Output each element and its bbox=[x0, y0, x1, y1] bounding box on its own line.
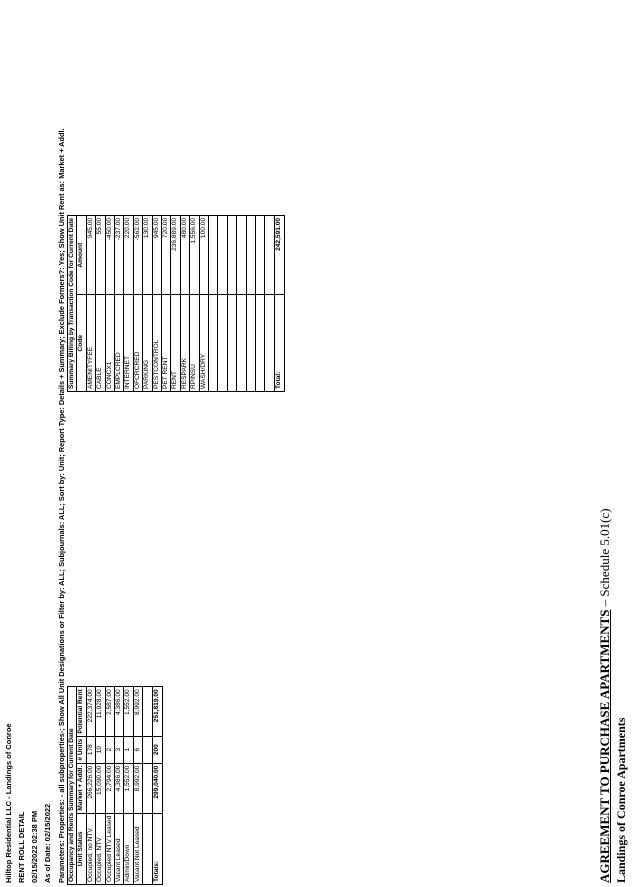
amount: 55.00 bbox=[96, 215, 105, 295]
table-row bbox=[115, 687, 124, 885]
transaction-code: WASH/DRY bbox=[199, 295, 208, 392]
unit-count: 2 bbox=[105, 736, 114, 763]
blank-row bbox=[143, 687, 152, 885]
table-row bbox=[180, 215, 189, 391]
transaction-code: AMENITYFEE bbox=[86, 295, 95, 392]
potential-rent: 11,928.00 bbox=[96, 687, 105, 736]
table-row bbox=[190, 215, 199, 391]
unit-status: Occupied, NTV bbox=[96, 813, 105, 884]
table-row bbox=[105, 215, 114, 391]
totals-potential-rent: 251,819.00 bbox=[152, 687, 162, 736]
table-row bbox=[96, 687, 105, 885]
market-addl: 8,992.00 bbox=[133, 763, 142, 813]
table-row bbox=[105, 687, 114, 885]
amount: 130.00 bbox=[143, 215, 152, 295]
totals-row bbox=[152, 687, 162, 885]
market-addl: 2,794.00 bbox=[105, 763, 114, 813]
billing-summary-table bbox=[67, 215, 285, 392]
amount: -562.00 bbox=[133, 215, 142, 295]
total-row bbox=[274, 215, 284, 391]
amount: 1,556.00 bbox=[190, 215, 199, 295]
transaction-code: OFCRCRED bbox=[133, 295, 142, 392]
potential-rent: 2,587.00 bbox=[105, 687, 114, 736]
transaction-code: EMPLCRED bbox=[115, 295, 124, 392]
transaction-code: CONCX1 bbox=[105, 295, 114, 392]
blank-row bbox=[209, 215, 218, 391]
occupancy-summary-table bbox=[67, 686, 163, 885]
unit-count: 6 bbox=[133, 736, 142, 763]
table-row bbox=[171, 215, 180, 391]
amount: 220.00 bbox=[124, 215, 133, 295]
table-row bbox=[86, 215, 95, 391]
blank-row bbox=[265, 215, 274, 391]
blank-row bbox=[246, 215, 255, 391]
unit-count: 1 bbox=[124, 736, 133, 763]
unit-status: Occupied, no NTV bbox=[86, 813, 95, 884]
report-timestamp: 02/15/2022 02:38 PM bbox=[30, 810, 39, 883]
potential-rent: 222,374.00 bbox=[86, 687, 95, 736]
property-name: Landings of Conroe Apartments bbox=[614, 717, 628, 883]
unit-status: Occupied NTV Leased bbox=[105, 813, 114, 884]
table-row bbox=[86, 687, 95, 885]
transaction-code: RPINSU bbox=[190, 295, 199, 392]
amount: 720.00 bbox=[162, 215, 171, 295]
potential-rent: 8,992.00 bbox=[133, 687, 142, 736]
unit-status: Vacant Not Leased bbox=[133, 813, 142, 884]
column-header: Amount bbox=[77, 215, 86, 295]
company-name: Hilltop Residential LLC - Landings of Conroe bbox=[4, 723, 13, 883]
table-row bbox=[124, 687, 133, 885]
report-name: RENT ROLL DETAIL bbox=[17, 811, 26, 883]
totals-units: 200 bbox=[152, 736, 162, 763]
total-label: Total: bbox=[274, 295, 284, 392]
table-row bbox=[124, 215, 133, 391]
table-row bbox=[152, 215, 161, 391]
agreement-name: AGREEMENT TO PURCHASE APARTMENTS bbox=[597, 609, 612, 883]
billing-table-title: Summary Billing by Transaction Code for Current Date bbox=[68, 215, 77, 391]
totals-label: Totals: bbox=[152, 813, 162, 884]
unit-status: Vacant Leased bbox=[115, 813, 124, 884]
column-header: Potential Rent bbox=[77, 687, 86, 736]
blank-row bbox=[256, 215, 265, 391]
report-parameters: Parameters: Properties: - all subproperties-; Show All Unit Designations or Filter by: ALL; Subjournals: ALL; Sort by: Unit; Report Type: Details + Summary; Exclude Formers?: Yes; Show Unit Rent as: Market + Addl. bbox=[57, 128, 66, 883]
table-row bbox=[143, 215, 152, 391]
unit-count: 178 bbox=[86, 736, 95, 763]
amount: 236,889.00 bbox=[171, 215, 180, 295]
transaction-code: PET RENT bbox=[162, 295, 171, 392]
table-row bbox=[133, 215, 142, 391]
amount: 945.00 bbox=[152, 215, 161, 295]
transaction-code: RESPARK bbox=[180, 295, 189, 392]
amount: 480.00 bbox=[180, 215, 189, 295]
totals-market-addl: 299,040.00 bbox=[152, 763, 162, 813]
as-of-date: As of Date: 02/15/2022 bbox=[43, 803, 52, 883]
transaction-code: PARKING bbox=[143, 295, 152, 392]
table-row bbox=[115, 215, 124, 391]
blank-row bbox=[227, 215, 236, 391]
occupancy-table-title: Occupancy and Rents Summary for Current Date bbox=[68, 687, 77, 885]
amount: -450.00 bbox=[105, 215, 114, 295]
unit-status: Admin/Down bbox=[124, 813, 133, 884]
column-header: # Units bbox=[77, 736, 86, 763]
potential-rent: 1,552.00 bbox=[124, 687, 133, 736]
market-addl: 1,552.00 bbox=[124, 763, 133, 813]
market-addl: 4,386.00 bbox=[115, 763, 124, 813]
transaction-code: RENT bbox=[171, 295, 180, 392]
blank-row bbox=[237, 215, 246, 391]
market-addl: 266,226.00 bbox=[86, 763, 95, 813]
transaction-code: CABLE bbox=[96, 295, 105, 392]
unit-count: 10 bbox=[96, 736, 105, 763]
amount: 100.00 bbox=[199, 215, 208, 295]
agreement-title bbox=[597, 508, 613, 883]
potential-rent: 4,386.00 bbox=[115, 687, 124, 736]
total-amount: 242,591.00 bbox=[274, 215, 284, 295]
unit-count: 3 bbox=[115, 736, 124, 763]
schedule-reference: – Schedule 5.01(c) bbox=[597, 508, 612, 610]
market-addl: 15,090.00 bbox=[96, 763, 105, 813]
table-row bbox=[133, 687, 142, 885]
transaction-code: PESTCONTROL bbox=[152, 295, 161, 392]
table-row bbox=[199, 215, 208, 391]
amount: -237.00 bbox=[115, 215, 124, 295]
column-header: Market + Addl. bbox=[77, 763, 86, 813]
amount: 945.00 bbox=[86, 215, 95, 295]
column-header: Code bbox=[77, 295, 86, 392]
blank-row bbox=[218, 215, 227, 391]
transaction-code: INTERNET bbox=[124, 295, 133, 392]
column-header: Unit Status bbox=[77, 813, 86, 884]
table-row bbox=[162, 215, 171, 391]
table-row bbox=[96, 215, 105, 391]
